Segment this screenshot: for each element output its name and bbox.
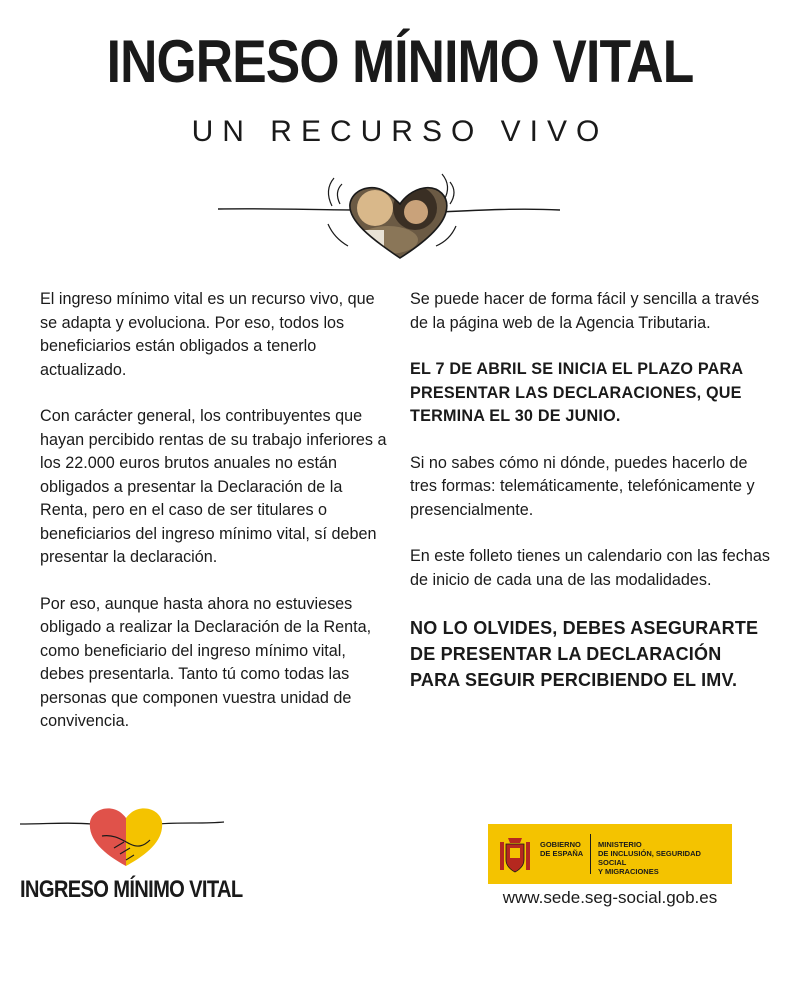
- reminder-notice: NO LO OLVIDES, DEBES ASEGURARTE DE PRESENTAR LA DECLARACIÓN PARA SEGUIR PERCIBIENDO EL IMV.: [410, 618, 759, 690]
- left-column: [40, 288, 390, 757]
- government-banner: [488, 824, 732, 884]
- page-subtitle: UN RECURSO VIVO: [191, 115, 609, 148]
- banner-divider: [590, 834, 591, 874]
- spain-coat-of-arms-icon: [498, 836, 532, 874]
- right-column: [410, 288, 770, 716]
- ministry-label: MINISTERIO DE INCLUSIÓN, SEGURIDAD SOCIAL Y MIGRACIONES: [598, 840, 701, 876]
- page-title: INGRESO MÍNIMO VITAL: [106, 28, 694, 95]
- left-paragraph-1: El ingreso mínimo vital es un recurso vivo, que se adapta y evoluciona. Por eso, todos los beneficiarios están obligados a tenerlo actualizado.: [40, 290, 375, 379]
- right-paragraph-3: Si no sabes cómo ni dónde, puedes hacerlo de tres formas: telemáticamente, telefónicamente y presencialmente.: [410, 453, 755, 519]
- handshake-heart-icon: [18, 800, 228, 872]
- gobierno-label: GOBIERNO DE ESPAÑA: [540, 840, 584, 858]
- logo-text: INGRESO MÍNIMO VITAL: [20, 876, 243, 903]
- right-paragraph-1: Se puede hacer de forma fácil y sencilla a través de la página web de la Agencia Tributaria.: [410, 290, 760, 332]
- deadline-notice: EL 7 DE ABRIL SE INICIA EL PLAZO PARA PRESENTAR LAS DECLARACIONES, QUE TERMINA EL 30 DE JUNIO.: [410, 360, 743, 425]
- right-paragraph-4: En este folleto tienes un calendario con las fechas de inicio de cada una de las modalidades.: [410, 547, 770, 589]
- left-paragraph-3: Por eso, aunque hasta ahora no estuvieses obligado a realizar la Declaración de la Renta, como beneficiario del ingreso mínimo vital, debes presentarla. Tanto tú como todas las personas que componen vuestra unidad de convivencia.: [40, 594, 372, 730]
- website-url[interactable]: www.sede.seg-social.gob.es: [502, 888, 718, 907]
- left-paragraph-2: Con carácter general, los contribuyentes que hayan percibido rentas de su trabajo inferiores a los 22.000 euros brutos anuales no están obligados a presentar la Declaración de la Renta, pero en el caso de ser titulares o beneficiarios del ingreso mínimo vital, sí deben presentar la declaración.: [40, 407, 387, 566]
- heart-photo-icon: [210, 168, 570, 268]
